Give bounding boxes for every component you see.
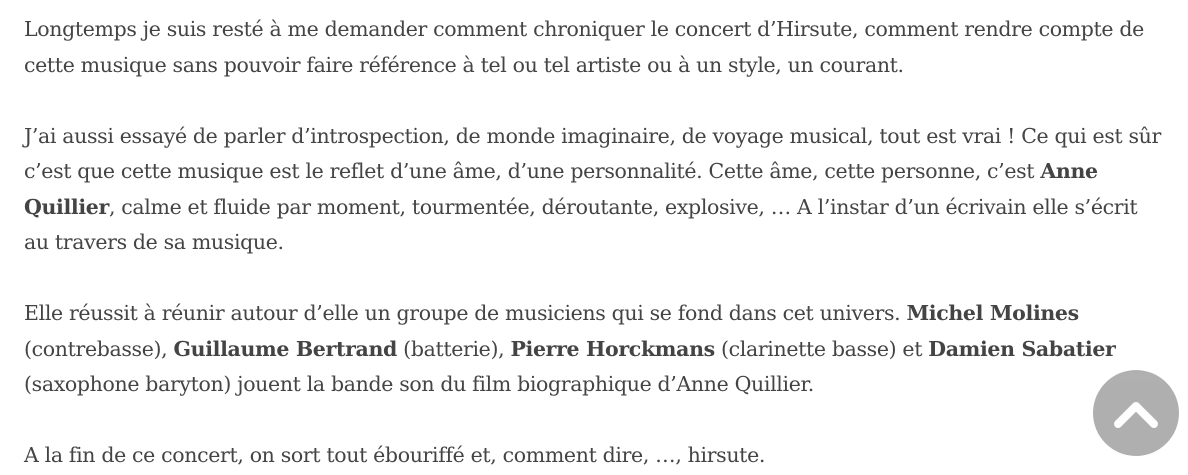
paragraph-text: (batterie),	[397, 336, 511, 361]
article-body	[24, 12, 1164, 474]
chevron-up-icon	[1114, 398, 1158, 428]
scroll-to-top-button[interactable]	[1093, 370, 1179, 456]
paragraph-intro-text: Longtemps je suis resté à me demander comment chroniquer le concert d’Hirsute, comment rendre compte de cette musique sans pouvoir faire référence à tel ou tel artiste ou à un style, un courant.	[24, 17, 1144, 77]
paragraph-conclusion-text: A la fin de ce concert, on sort tout ébouriffé et, comment dire, …, hirsute.	[24, 443, 766, 467]
paragraph-intro	[24, 12, 1164, 83]
musician-name-michel-molines: Michel Molines	[906, 301, 1079, 325]
paragraph-musicians	[24, 296, 1164, 403]
artist-name-anne-quillier: Anne Quillier	[24, 159, 1098, 219]
musician-name-pierre-horckmans: Pierre Horckmans	[510, 336, 715, 361]
musician-name-damien-sabatier: Damien Sabatier	[928, 336, 1116, 361]
musician-name-guillaume-bertrand: Guillaume Bertrand	[173, 336, 397, 361]
paragraph-text: , calme et fluide par moment, tourmentée, déroutante, explosive, … A l’instar d’un écrivain elle s’écrit au travers de sa musique.	[24, 194, 1138, 254]
paragraph-text: (contrebasse),	[24, 336, 174, 361]
paragraph-introspection	[24, 119, 1164, 261]
paragraph-text: (saxophone baryton) jouent la bande son du film biographique d’Anne Quillier.	[24, 372, 814, 396]
paragraph-conclusion	[24, 438, 1164, 474]
paragraph-text: Elle réussit à réunir autour d’elle un groupe de musiciens qui se fond dans cet univers.	[24, 301, 907, 325]
paragraph-text: (clarinette basse) et	[714, 336, 929, 361]
paragraph-text: J’ai aussi essayé de parler d’introspection, de monde imaginaire, de voyage musical, tout est vrai ! Ce qui est sûr c’est que cette musique est le reflet d’une âme, d’une personnalité. Cette âme, cette personne, c’est	[24, 123, 1161, 183]
